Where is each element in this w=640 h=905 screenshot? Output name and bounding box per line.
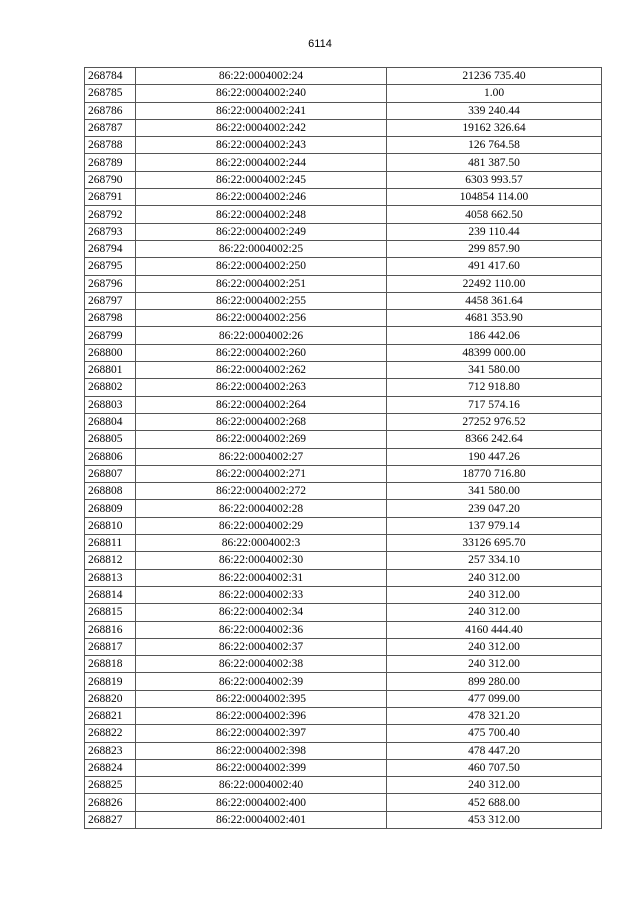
cadastral-value-cell: 21236 735.40 [387,68,602,85]
cadastral-number-cell: 86:22:0004002:31 [136,569,387,586]
table-row [85,396,602,413]
table-row [85,811,602,828]
row-id-cell: 268803 [85,396,136,413]
cadastral-number-cell: 86:22:0004002:243 [136,137,387,154]
row-id-cell: 268805 [85,431,136,448]
cadastral-number-cell: 86:22:0004002:26 [136,327,387,344]
row-id-cell: 268795 [85,258,136,275]
cadastral-value-cell: 27252 976.52 [387,413,602,430]
row-id-cell: 268822 [85,725,136,742]
row-id-cell: 268799 [85,327,136,344]
table-row [85,102,602,119]
row-id-cell: 268826 [85,794,136,811]
cadastral-number-cell: 86:22:0004002:244 [136,154,387,171]
cadastral-value-cell: 240 312.00 [387,656,602,673]
cadastral-number-cell: 86:22:0004002:30 [136,552,387,569]
row-id-cell: 268796 [85,275,136,292]
table-row [85,777,602,794]
cadastral-value-cell: 452 688.00 [387,794,602,811]
cadastral-number-cell: 86:22:0004002:399 [136,759,387,776]
cadastral-number-cell: 86:22:0004002:251 [136,275,387,292]
cadastral-value-cell: 240 312.00 [387,569,602,586]
row-id-cell: 268794 [85,240,136,257]
table-row [85,638,602,655]
row-id-cell: 268816 [85,621,136,638]
cadastral-value-cell: 477 099.00 [387,690,602,707]
row-id-cell: 268806 [85,448,136,465]
cadastral-value-cell: 4058 662.50 [387,206,602,223]
cadastral-value-cell: 33126 695.70 [387,535,602,552]
cadastral-value-cell: 19162 326.64 [387,119,602,136]
cadastral-value-cell: 717 574.16 [387,396,602,413]
cadastral-value-cell: 257 334.10 [387,552,602,569]
cadastral-number-cell: 86:22:0004002:242 [136,119,387,136]
cadastral-value-cell: 126 764.58 [387,137,602,154]
cadastral-value-cell: 239 047.20 [387,500,602,517]
cadastral-value-cell: 4681 353.90 [387,310,602,327]
cadastral-number-cell: 86:22:0004002:256 [136,310,387,327]
table-row [85,379,602,396]
cadastral-value-cell: 460 707.50 [387,759,602,776]
cadastral-value-cell: 341 580.00 [387,362,602,379]
row-id-cell: 268820 [85,690,136,707]
cadastral-value-cell: 240 312.00 [387,638,602,655]
row-id-cell: 268819 [85,673,136,690]
cadastral-number-cell: 86:22:0004002:248 [136,206,387,223]
row-id-cell: 268808 [85,483,136,500]
row-id-cell: 268784 [85,68,136,85]
row-id-cell: 268792 [85,206,136,223]
cadastral-number-cell: 86:22:0004002:34 [136,604,387,621]
table-row [85,673,602,690]
cadastral-number-cell: 86:22:0004002:250 [136,258,387,275]
cadastral-number-cell: 86:22:0004002:29 [136,517,387,534]
cadastral-number-cell: 86:22:0004002:240 [136,85,387,102]
cadastral-number-cell: 86:22:0004002:272 [136,483,387,500]
cadastral-number-cell: 86:22:0004002:263 [136,379,387,396]
cadastral-value-cell: 712 918.80 [387,379,602,396]
table-row [85,223,602,240]
cadastral-value-cell: 478 321.20 [387,707,602,724]
table-row [85,292,602,309]
row-id-cell: 268823 [85,742,136,759]
cadastral-number-cell: 86:22:0004002:246 [136,189,387,206]
table-row [85,206,602,223]
table-row [85,759,602,776]
row-id-cell: 268802 [85,379,136,396]
table-row [85,621,602,638]
table-row [85,517,602,534]
row-id-cell: 268813 [85,569,136,586]
table-row [85,500,602,517]
table-row [85,344,602,361]
cadastral-number-cell: 86:22:0004002:38 [136,656,387,673]
table-row [85,189,602,206]
cadastral-number-cell: 86:22:0004002:24 [136,68,387,85]
table-row [85,535,602,552]
table-row [85,707,602,724]
row-id-cell: 268793 [85,223,136,240]
row-id-cell: 268818 [85,656,136,673]
table-row [85,656,602,673]
cadastral-number-cell: 86:22:0004002:28 [136,500,387,517]
table-row [85,690,602,707]
cadastral-value-cell: 240 312.00 [387,604,602,621]
table-row [85,483,602,500]
table-row [85,586,602,603]
table-row [85,119,602,136]
table-row [85,327,602,344]
row-id-cell: 268804 [85,413,136,430]
cadastral-value-cell: 299 857.90 [387,240,602,257]
cadastral-value-cell: 475 700.40 [387,725,602,742]
row-id-cell: 268807 [85,465,136,482]
table-row [85,552,602,569]
cadastral-number-cell: 86:22:0004002:269 [136,431,387,448]
cadastral-value-cell: 899 280.00 [387,673,602,690]
cadastral-value-cell: 339 240.44 [387,102,602,119]
cadastral-number-cell: 86:22:0004002:396 [136,707,387,724]
table-row [85,742,602,759]
cadastral-number-cell: 86:22:0004002:245 [136,171,387,188]
cadastral-number-cell: 86:22:0004002:398 [136,742,387,759]
row-id-cell: 268801 [85,362,136,379]
cadastral-value-cell: 104854 114.00 [387,189,602,206]
table-body [85,68,602,829]
row-id-cell: 268790 [85,171,136,188]
table-row [85,413,602,430]
row-id-cell: 268798 [85,310,136,327]
cadastral-value-cell: 18770 716.80 [387,465,602,482]
row-id-cell: 268825 [85,777,136,794]
row-id-cell: 268797 [85,292,136,309]
cadastral-value-cell: 190 447.26 [387,448,602,465]
cadastral-value-cell: 481 387.50 [387,154,602,171]
cadastral-number-cell: 86:22:0004002:36 [136,621,387,638]
row-id-cell: 268788 [85,137,136,154]
table-row [85,362,602,379]
row-id-cell: 268787 [85,119,136,136]
row-id-cell: 268815 [85,604,136,621]
table-row [85,240,602,257]
cadastral-value-cell: 239 110.44 [387,223,602,240]
page-number: 6114 [308,38,332,50]
cadastral-number-cell: 86:22:0004002:40 [136,777,387,794]
table-row [85,725,602,742]
cadastral-value-cell: 4458 361.64 [387,292,602,309]
cadastral-number-cell: 86:22:0004002:37 [136,638,387,655]
cadastral-number-cell: 86:22:0004002:400 [136,794,387,811]
cadastral-number-cell: 86:22:0004002:264 [136,396,387,413]
cadastral-number-cell: 86:22:0004002:262 [136,362,387,379]
cadastral-value-table [84,67,602,829]
row-id-cell: 268809 [85,500,136,517]
cadastral-number-cell: 86:22:0004002:401 [136,811,387,828]
cadastral-value-cell: 6303 993.57 [387,171,602,188]
cadastral-number-cell: 86:22:0004002:241 [136,102,387,119]
cadastral-value-cell: 491 417.60 [387,258,602,275]
table-row [85,465,602,482]
cadastral-number-cell: 86:22:0004002:39 [136,673,387,690]
row-id-cell: 268821 [85,707,136,724]
table-row [85,604,602,621]
cadastral-number-cell: 86:22:0004002:25 [136,240,387,257]
cadastral-number-cell: 86:22:0004002:249 [136,223,387,240]
row-id-cell: 268786 [85,102,136,119]
table-row [85,171,602,188]
cadastral-number-cell: 86:22:0004002:395 [136,690,387,707]
table-row [85,154,602,171]
cadastral-value-cell: 4160 444.40 [387,621,602,638]
cadastral-value-cell: 240 312.00 [387,777,602,794]
table-row [85,569,602,586]
table-row [85,258,602,275]
table-row [85,448,602,465]
cadastral-number-cell: 86:22:0004002:260 [136,344,387,361]
cadastral-number-cell: 86:22:0004002:33 [136,586,387,603]
cadastral-value-cell: 478 447.20 [387,742,602,759]
table-row [85,68,602,85]
table-row [85,137,602,154]
cadastral-value-cell: 341 580.00 [387,483,602,500]
row-id-cell: 268791 [85,189,136,206]
row-id-cell: 268810 [85,517,136,534]
table-row [85,431,602,448]
table-row [85,275,602,292]
table-row [85,794,602,811]
cadastral-number-cell: 86:22:0004002:27 [136,448,387,465]
row-id-cell: 268824 [85,759,136,776]
row-id-cell: 268785 [85,85,136,102]
cadastral-value-cell: 1.00 [387,85,602,102]
cadastral-value-cell: 453 312.00 [387,811,602,828]
cadastral-value-cell: 8366 242.64 [387,431,602,448]
cadastral-value-cell: 186 442.06 [387,327,602,344]
cadastral-number-cell: 86:22:0004002:3 [136,535,387,552]
cadastral-value-cell: 240 312.00 [387,586,602,603]
row-id-cell: 268827 [85,811,136,828]
row-id-cell: 268800 [85,344,136,361]
cadastral-value-cell: 48399 000.00 [387,344,602,361]
row-id-cell: 268811 [85,535,136,552]
row-id-cell: 268812 [85,552,136,569]
table-row [85,310,602,327]
cadastral-number-cell: 86:22:0004002:255 [136,292,387,309]
cadastral-value-cell: 22492 110.00 [387,275,602,292]
row-id-cell: 268814 [85,586,136,603]
cadastral-value-cell: 137 979.14 [387,517,602,534]
table-row [85,85,602,102]
cadastral-number-cell: 86:22:0004002:271 [136,465,387,482]
row-id-cell: 268789 [85,154,136,171]
row-id-cell: 268817 [85,638,136,655]
cadastral-number-cell: 86:22:0004002:268 [136,413,387,430]
cadastral-number-cell: 86:22:0004002:397 [136,725,387,742]
